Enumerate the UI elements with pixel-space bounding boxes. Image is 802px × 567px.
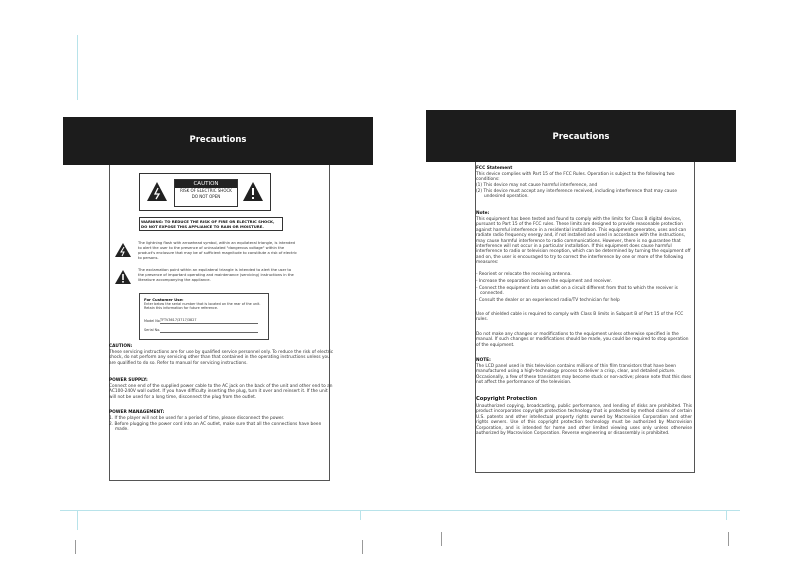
crop-mark [728,532,729,546]
note-heading: Note: [476,211,490,216]
crop-mark [362,540,363,554]
model-label: Model No. [144,319,161,323]
guide-line [60,510,740,511]
fcc-line-3: (2) This device must accept any interference received, including interference that may cause undesired operation. [476,189,677,200]
exclamation-warning-icon [242,181,264,203]
fcc-heading: FCC Statement [476,166,513,171]
right-header-title: Precautions [552,132,610,142]
power-management-item-2: 2. Before plugging the power cord into an AC outlet, make sure that all the connections have been made. [109,422,322,433]
measure-2: - Increase the separation between the equipment and receiver. [476,279,612,284]
power-supply-heading: POWER SUPPLY: [109,378,148,383]
caution-text: These servicing instructions are for use by qualified service personnel only. To reduce the risk of electric shock, do not perform any servicing other than that contained in the operating instructions unless you are qualified to do so. Refer to manual for servicing instructions. [109,350,334,366]
lightning-triangle-icon [114,242,132,258]
caution-label [139,173,271,211]
measure-4: - Consult the dealer or an experienced radio/TV technician for help [476,298,620,303]
changes-text: Do not make any changes or modifications to the equipment unless otherwise specified in the manual. If such changes or modifications should be made, you could be required to stop operation of the equipment. [476,332,689,348]
measure-3: - Connect the equipment into an outlet on a circuit different from that to which the receiver is connected. [476,286,678,297]
caution-label-title: CAUTION [175,180,237,188]
left-header-title: Precautions [189,135,247,145]
fcc-line-1: This device complies with Part 15 of the FCC Rules. Operation is subject to the following two conditions: [476,172,675,183]
model-value: TFTV3617/3717/3827 [160,318,258,324]
right-page-header [426,110,736,162]
customer-box-text: Enter below the serial number that is located on the rear of the unit. Retain this information for future reference. [144,302,261,311]
serial-label: Serial No. [144,328,161,332]
power-management-heading: POWER MANAGEMENT: [109,410,165,415]
power-management-item-1: 1. If the player will not be used for a period of time, please disconnect the power. [109,416,285,421]
power-supply-text: Connect one end of the supplied power cable to the AC jack on the back of the unit and other end to an AC100-240V wall outlet. If you have difficulty inserting the plug, turn it over and reinsert it. If the unit will not be used for a long time, disconnect the plug from the outlet. [109,384,333,400]
copyright-text: Unauthorized copying, broadcasting, public performance, and lending of disks are prohibited. This product incorporates copyright protection technology that is protected by method claims of certain U.S. patents and other intellectual property rights owned by Macrovision Corporation and other rights owners. Use of this copyright protection technology must be authorized by Macrovision Corporation, and is intended for home and other limited viewing uses only unless otherwise authorized by Macrovision Corporation. Reverse engineering or disassembly is prohibited. [476,404,692,437]
caution-label-line2: DO NOT OPEN [191,194,221,199]
serial-line [160,332,258,333]
crop-mark [441,532,442,546]
copyright-heading: Copyright Protection [476,396,538,402]
left-page-header [63,117,373,165]
note2-text: The LCD panel used in this television contains millions of thin film transistors that have been manufactured using a high-technology process to deliver a crisp, clear, and detailed picture. Occasionally, a few of these transistors may become stuck or non-active; please note that this does not affect the performance of the television. [476,364,692,386]
warning-text: WARNING: TO REDUCE THE RISK OF FIRE OR ELECTRIC SHOCK, DO NOT EXPOSE THIS APPLIANCE TO RAIN OR MOISTURE. [139,217,283,231]
lightning-description: The lightning flash with arrowhead symbol, within an equilateral triangle, is intended to alert the user to the presence of uninsulated "dangerous voltage" within the product's enclosure that may be of sufficient magnitude to constitute a risk of electric to persons. [138,241,298,260]
caution-label-line1: RISK OF ELECTRIC SHOCK [180,188,232,193]
note-text: This equipment has been tested and found to comply with the limits for Class B digital devices, pursuant to Part 15 of the FCC rules. These limits are designed to provide reasonable protection against harmful interference in a residential installation. This equipment generates, uses and can radiate radio frequency energy and, if not installed and used in accordance with the instructions, may cause harmful interference to radio communications. However, there is no guarantee that interference will not occur in a particular installation. If this equipment does cause harmful interference to radio or television reception, which can be determined by turning the equipment off and on, the user is encouraged to try to correct the interference by one or more of the following measures: [476,217,691,266]
shielded-cable-text: Use of shielded cable is required to comply with Class B limits in Subpart B of Part 15 of the FCC rules. [476,312,684,323]
customer-box-title: For Customer Use: [144,297,184,302]
caution-heading: CAUTION: [109,344,133,349]
note2-heading: NOTE: [476,358,491,363]
exclamation-description: The exclamation point within an equilateral triangle is intended to alert the user to the presence of important operating and maintenance (servicing) instructions in the literature accompanying the appliance. [138,268,294,282]
exclamation-triangle-icon [114,269,132,285]
fcc-line-2: (1) This device may not cause harmful interference, and [476,183,598,188]
lightning-warning-icon [146,181,168,203]
customer-use-box [139,293,269,340]
crop-mark [75,540,76,554]
measure-1: - Reorient or relocate the receiving antenna. [476,272,572,277]
caution-label-center [174,179,238,207]
